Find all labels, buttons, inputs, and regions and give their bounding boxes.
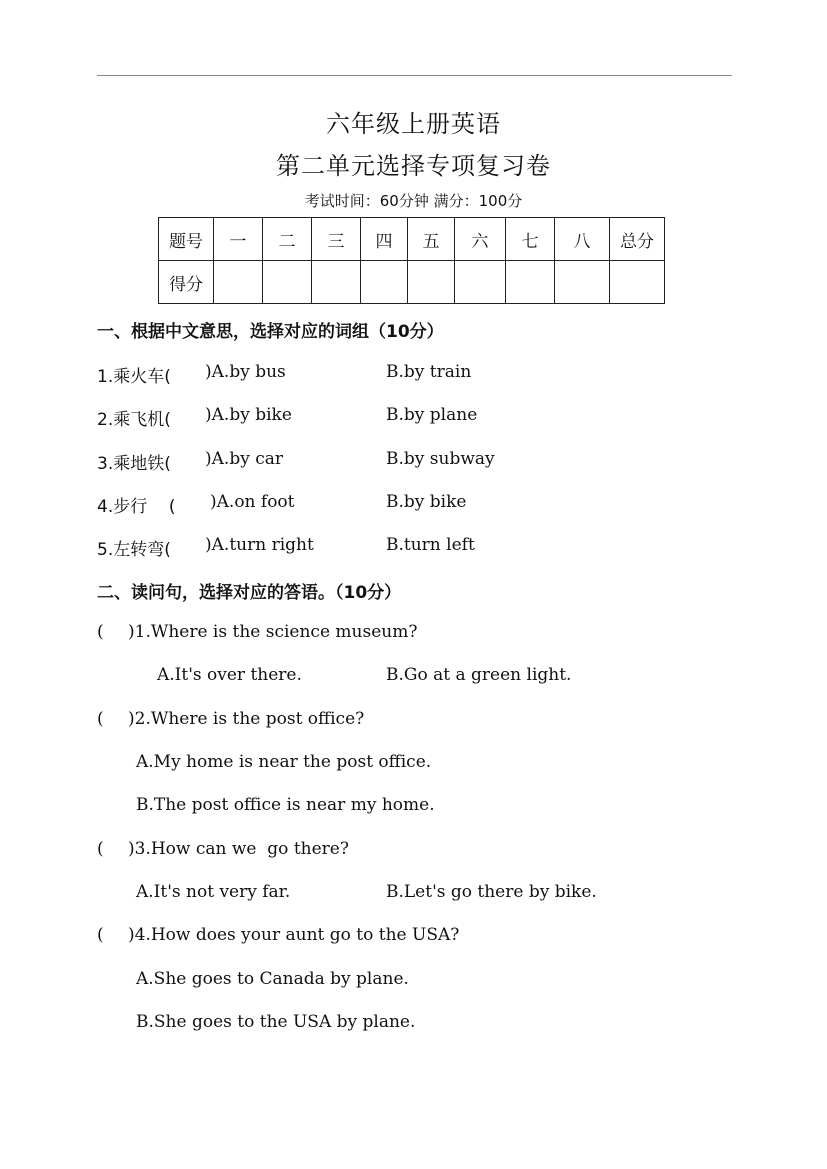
s2-q3-option-b[interactable]: B.Let's go there by bike. (386, 882, 597, 902)
s2-q2-text: )2.Where is the post office? (128, 709, 365, 729)
score-cell[interactable] (361, 261, 408, 304)
score-table-col: 四 (361, 218, 408, 261)
score-cell[interactable] (555, 261, 610, 304)
score-table-col: 一 (214, 218, 263, 261)
s2-q3-option-a[interactable]: A.It's not very far. (136, 882, 291, 902)
score-table-col: 总分 (610, 218, 665, 261)
s2-q3-text: )3.How can we go there? (128, 839, 349, 859)
s2-q4-paren: ( (97, 925, 104, 945)
score-table-col: 八 (555, 218, 610, 261)
s1-item-2-option-a[interactable]: )A.by bike (205, 405, 292, 425)
s1-item-2-option-b[interactable]: B.by plane (386, 405, 478, 425)
score-table-col: 六 (455, 218, 506, 261)
s1-item-4-option-a[interactable]: )A.on foot (210, 492, 295, 512)
score-cell[interactable] (610, 261, 665, 304)
s2-q1-option-b[interactable]: B.Go at a green light. (386, 665, 572, 685)
score-cell[interactable] (408, 261, 455, 304)
score-table-col: 五 (408, 218, 455, 261)
s1-item-5-option-b[interactable]: B.turn left (386, 535, 475, 555)
page-title: 六年级上册英语 (326, 110, 501, 138)
score-cell[interactable] (263, 261, 312, 304)
s2-q1-paren: ( (97, 622, 104, 642)
s1-item-4-prompt: 4.步行 ( (97, 497, 176, 517)
s2-q2-paren: ( (97, 709, 104, 729)
s2-q4-option-b[interactable]: B.She goes to the USA by plane. (136, 1012, 416, 1032)
s1-item-5-prompt: 5.左转弯( (97, 540, 171, 560)
score-table-header-row (159, 218, 665, 261)
s1-item-1-prompt: 1.乘火车( (97, 367, 171, 387)
score-table-row-label: 得分 (159, 261, 214, 304)
score-table-col: 二 (263, 218, 312, 261)
s1-item-3-option-b[interactable]: B.by subway (386, 449, 495, 469)
s1-item-3-option-a[interactable]: )A.by car (205, 449, 283, 469)
score-table-col: 三 (312, 218, 361, 261)
score-cell[interactable] (506, 261, 555, 304)
s1-item-1-option-a[interactable]: )A.by bus (205, 362, 286, 382)
section1-heading: 一、根据中文意思，选择对应的词组（10分） (97, 322, 444, 342)
section2-heading: 二、读问句，选择对应的答语。（10分） (97, 583, 402, 603)
page-subtitle: 第二单元选择专项复习卷 (276, 152, 551, 180)
top-rule (97, 75, 732, 76)
s2-q1-text: )1.Where is the science museum? (128, 622, 418, 642)
s1-item-4-option-b[interactable]: B.by bike (386, 492, 467, 512)
s1-item-1-option-b[interactable]: B.by train (386, 362, 472, 382)
s1-item-3-prompt: 3.乘地铁( (97, 454, 171, 474)
score-table-score-row (159, 261, 665, 304)
score-cell[interactable] (312, 261, 361, 304)
s2-q4-option-a[interactable]: A.She goes to Canada by plane. (136, 969, 409, 989)
exam-info: 考试时间：60分钟 满分：100分 (304, 192, 523, 210)
score-cell[interactable] (214, 261, 263, 304)
s2-q2-option-b[interactable]: B.The post office is near my home. (136, 795, 435, 815)
s1-item-2-prompt: 2.乘飞机( (97, 410, 171, 430)
s2-q2-option-a[interactable]: A.My home is near the post office. (136, 752, 432, 772)
score-table (158, 217, 665, 304)
score-cell[interactable] (455, 261, 506, 304)
s2-q3-paren: ( (97, 839, 104, 859)
s2-q4-text: )4.How does your aunt go to the USA? (128, 925, 460, 945)
score-table-col: 七 (506, 218, 555, 261)
s2-q1-option-a[interactable]: A.It's over there. (157, 665, 302, 685)
score-table-row-label: 题号 (159, 218, 214, 261)
s1-item-5-option-a[interactable]: )A.turn right (205, 535, 314, 555)
